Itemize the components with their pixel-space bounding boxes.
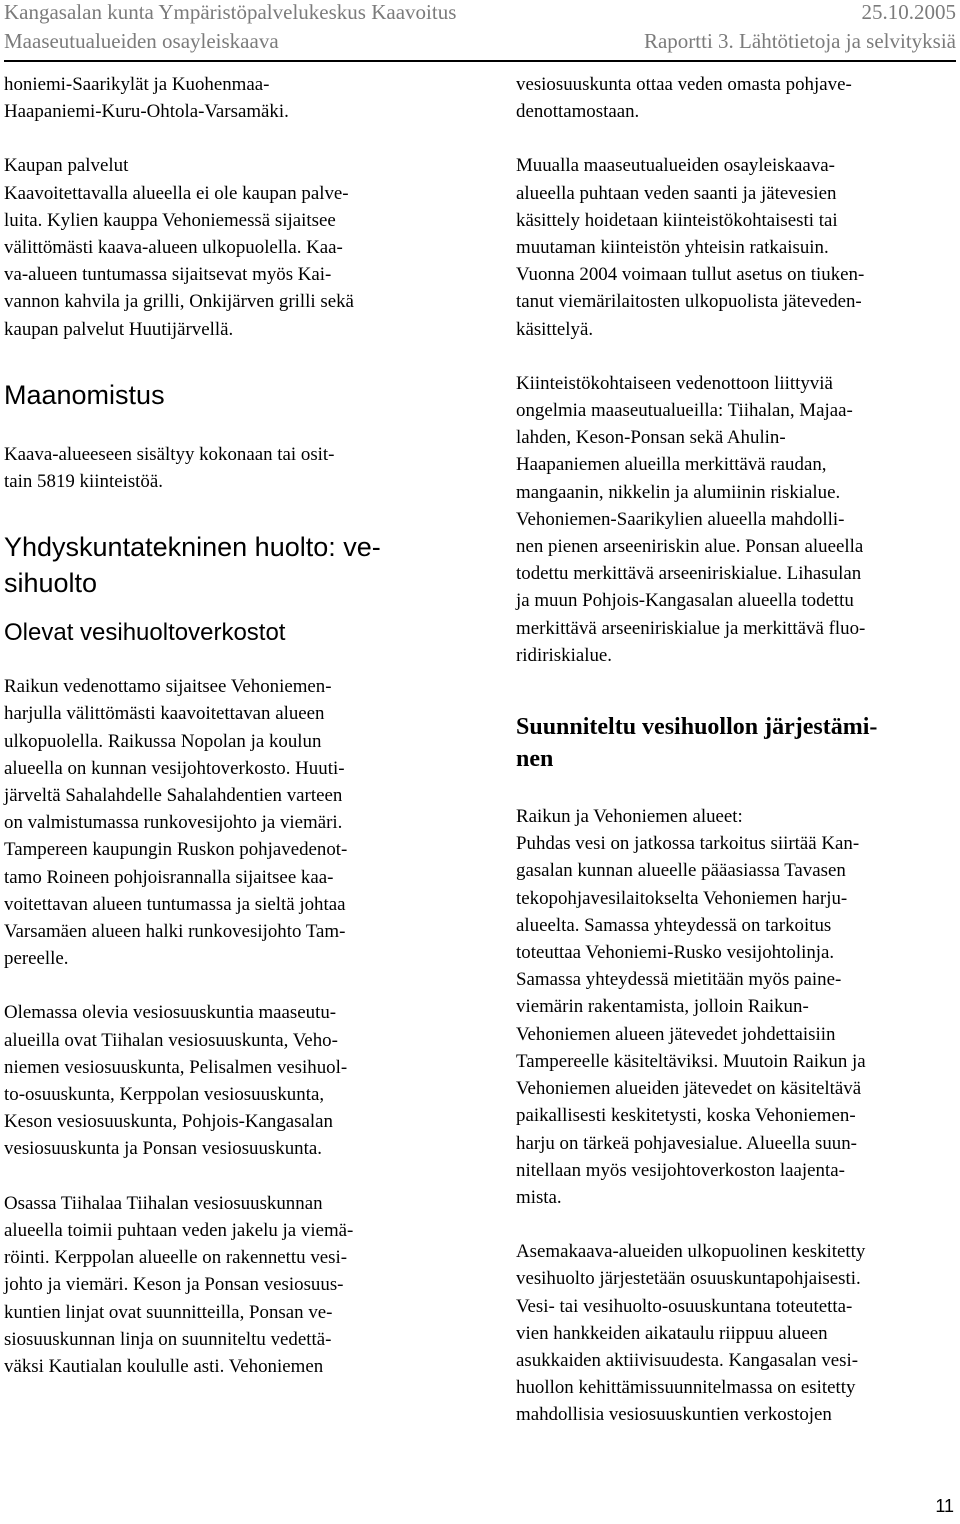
paragraph-kaupan-palvelut: Kaupan palvelut Kaavoitettavalla alueella ei ole kaupan palve- luita. Kylien kauppa Vehoniemessä sijaitsee välittömästi kaava-alueen ulkopuolella. Kaa- va-alueen tuntumassa sijaitsevat myös Kai- vannon kahvila ja grilli, Onkijärven grilli sekä kaupan palvelut Huutijärvellä.	[4, 155, 354, 340]
paragraph-continued: vesiosuuskunta ottaa veden omasta pohjave- denottamostaan.	[516, 74, 852, 123]
paragraph-raikun-ja-vehoniemen: Raikun ja Vehoniemen alueet: Puhdas vesi on jatkossa tarkoitus siirtää Kan- gasalan kunnan alueelle pääasiassa Tavasen tekopohjavesilaitokselta Vehoniemen harju- alueelta. Samassa yhteydessä on tarkoitus toteuttaa Vehoniemi-Rusko vesijohtolinja. Samassa yhteydessä mietitään myös paine- viemärin rakentamista, jolloin Raikun- Vehoniemen alueen jätevedet johdettaisiin Tampereelle käsiteltäviksi. Muutoin Raikun ja Vehoniemen alueiden jätevedet on käsiteltävä paikallisesti keskitetysti, koska Vehoniemen- harju on tärkeä pohjavesialue. Alueella suun- nitellaan myös vesijohtoverkoston laajenta- mista.	[516, 806, 866, 1208]
paragraph-osassa-tiihalaa: Osassa Tiihalaa Tiihalan vesiosuuskunnan alueella toimii puhtaan veden jakelu ja viemä- röinti. Kerppolan alueelle on rakennettu vesi- johto ja viemäri. Keson ja Ponsan vesiosuus- kuntien linjat ovat suunnitteilla, Ponsan ve- siosuuskunnan linja on suunniteltu vedettä- väksi Kautialan koululle asti. Vehoniemen	[4, 1192, 354, 1377]
header-report: Raportti 3. Lähtötietoja ja selvityksiä	[643, 29, 956, 53]
paragraph-intro: honiemi-Saarikylät ja Kuohenmaa- Haapaniemi-Kuru-Ohtola-Varsamäki.	[4, 74, 289, 123]
left-column	[4, 71, 444, 1380]
paragraph-kiinteistokohtainen: Kiinteistökohtaiseen vedenottoon liittyviä ongelmia maaseutualueilla: Tiihalan, Majaa- lahden, Keson-Ponsan sekä Ahulin- Haapaniemen alueilla merkittävä raudan, mangaanin, nikkelin ja alumiinin riskialue. Vehoniemen-Saarikylien alueella mahdolli- nen pienen arseeniriskin alue. Ponsan alueella todettu merkittävä arseeniriskialue. Lihasulan ja muun Pohjois-Kangasalan alueella todettu merkittävä arseeniriskialue ja merkittävä fluo- ridiriskialue.	[516, 372, 866, 666]
header-divider	[4, 60, 956, 62]
header-date: 25.10.2005	[861, 0, 956, 24]
paragraph-vesiosuuskunnat: Olemassa olevia vesiosuuskuntia maaseutu- alueilla ovat Tiihalan vesiosuuskunta, Veho- niemen vesiosuuskunta, Pelisalmen vesihuol- to-osuuskunta, Kerppolan vesiosuuskunta, Keson vesiosuuskunta, Pohjois-Kangasalan vesiosuuskunta ja Ponsan vesiosuuskunta.	[4, 1002, 348, 1160]
paragraph-asemakaava: Asemakaava-alueiden ulkopuolinen keskitetty vesihuolto järjestetään osuuskuntapohjaisesti. Vesi- tai vesihuolto-osuuskuntana toteutetta- vien hankkeiden aikataulu riippuu alueen asukkaiden aktiivisuudesta. Kangasalan vesi- huollon kehittämissuunnitelmassa on esitetty mahdollisia vesiosuuskuntien verkostojen	[516, 1241, 866, 1426]
header-organization: Kangasalan kunta Ympäristöpalvelukeskus Kaavoitus	[4, 0, 457, 24]
heading-maanomistus: Maanomistus	[4, 379, 165, 410]
paragraph-muualla: Muualla maaseutualueiden osayleiskaava- alueella puhtaan veden saanti ja jätevesien käsittely hoidetaan kiinteistökohtaisesti tai muutaman kiinteistön yhteisin ratkaisuin. Vuonna 2004 voimaan tullut asetus on tiuken- tanut viemärilaitosten ulkopuolista jäteveden- käsittelyä.	[516, 155, 865, 340]
heading-suunniteltu-vesihuolto: Suunniteltu vesihuollon järjestämi- nen	[516, 714, 878, 773]
page-number: 11	[935, 1496, 954, 1516]
heading-olevat-vesihuoltoverkostot: Olevat vesihuoltoverkostot	[4, 619, 286, 647]
heading-yhdyskuntatekninen-huolto: Yhdyskuntatekninen huolto: ve- sihuolto	[4, 532, 381, 599]
paragraph-raikun-vedenottamo: Raikun vedenottamo sijaitsee Vehoniemen- harjulla välittömästi kaavoitettavan alueen ulkopuolella. Raikussa Nopolan ja koulun alueella on kunnan vesijohtoverkosto. Huuti- järveltä Sahalahdelle Sahalahdentien varteen on valmistumassa runkovesijohto ja viemäri. Tampereen kaupungin Ruskon pohjavedenot- tamo Roineen pohjoisrannalla sijaitsee kaa- voitettavan alueen tuntumassa ja sieltä johtaa Varsamäen alueen halki runkovesijohto Tam- pereelle.	[4, 676, 348, 970]
paragraph-maanomistus: Kaava-alueeseen sisältyy kokonaan tai osit- tain 5819 kiinteistöä.	[4, 443, 335, 493]
right-column	[516, 71, 956, 1429]
header-document-title: Maaseutualueiden osayleiskaava	[4, 29, 279, 53]
